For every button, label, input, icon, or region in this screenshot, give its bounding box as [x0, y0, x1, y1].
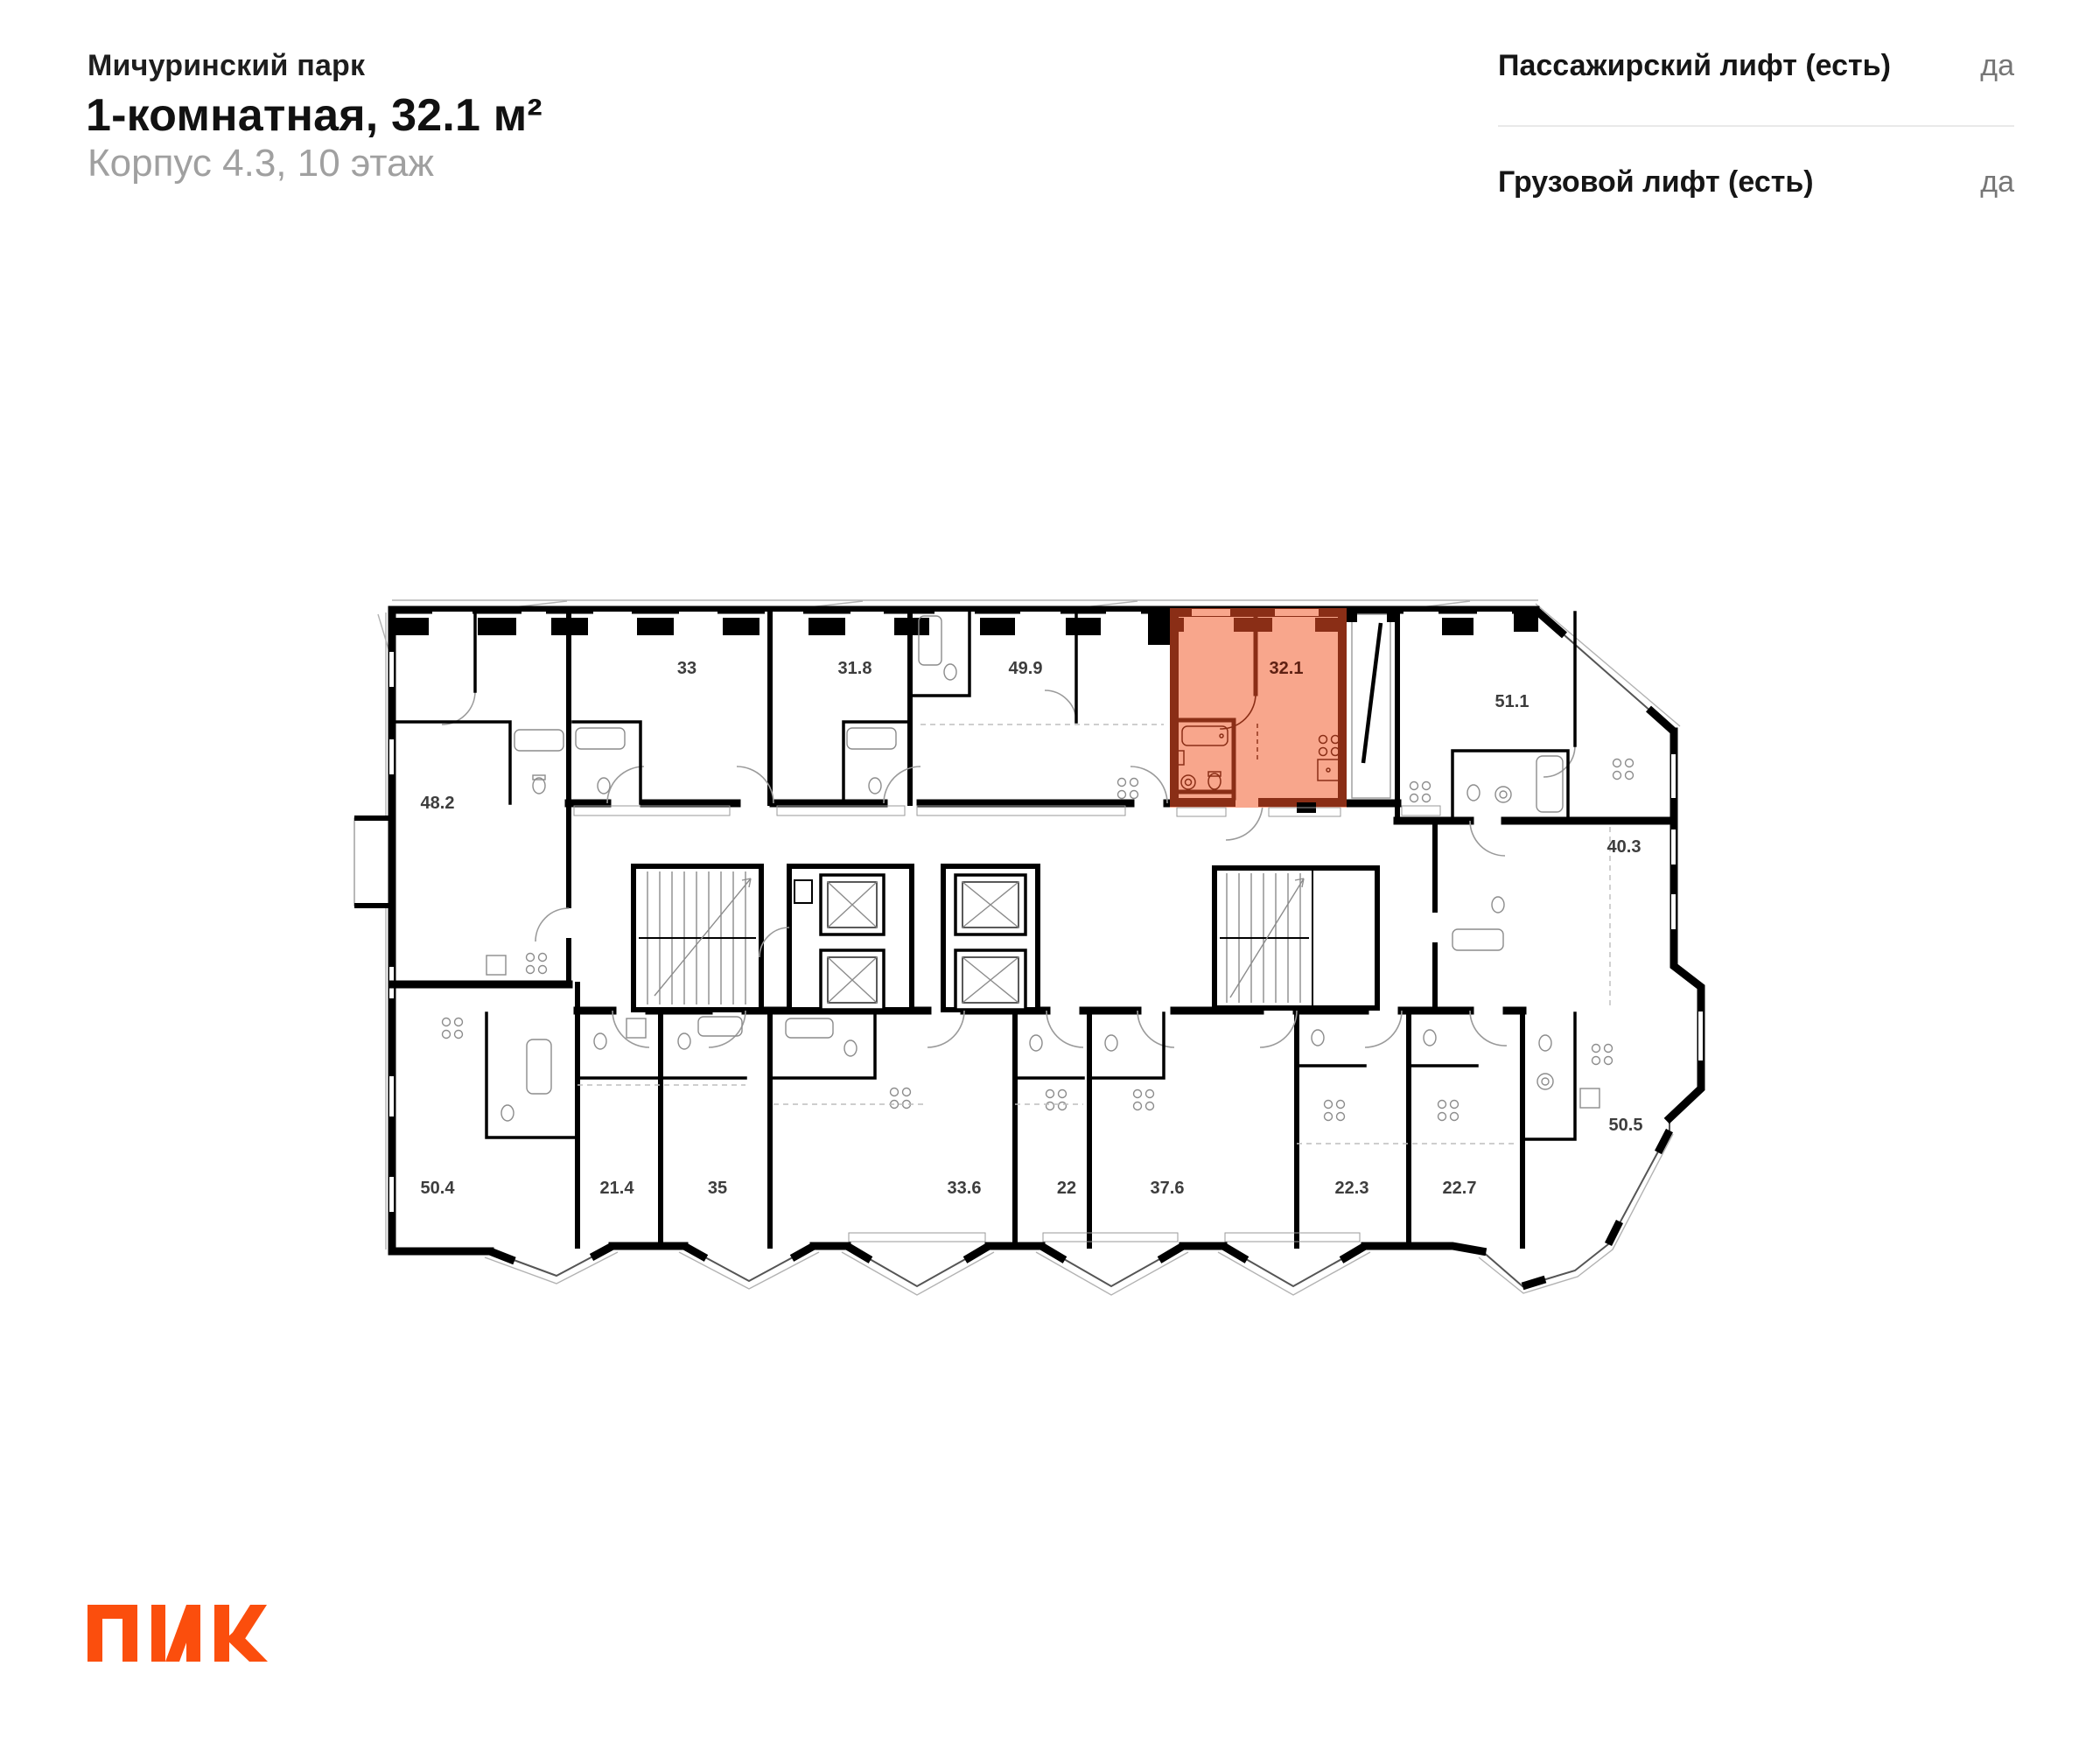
- passenger-lift-label: Пассажирский лифт (есть): [1498, 49, 1891, 82]
- unit-area-label: 51.1: [1494, 692, 1530, 711]
- unit-area-label: 31.8: [837, 659, 872, 678]
- unit-area-label: 33.6: [947, 1179, 982, 1198]
- floor-plan: [350, 573, 1732, 1308]
- stove-40_3: [1614, 760, 1634, 780]
- unit-area-label: 50.4: [420, 1179, 455, 1198]
- unit-area-label: 33: [676, 659, 697, 678]
- cargo-lift-value: да: [1980, 165, 2014, 199]
- stove-33_6: [891, 1088, 911, 1109]
- passenger-lift-value: да: [1980, 49, 2014, 82]
- unit-area-label: 22.3: [1334, 1179, 1369, 1198]
- elevator-bank-left: [789, 866, 912, 1010]
- unit-area-label: 21.4: [599, 1179, 634, 1198]
- lift-info-panel: [1498, 49, 2014, 200]
- stove-22_7: [1438, 1101, 1459, 1121]
- highlighted-unit[interactable]: [1170, 608, 1347, 816]
- unit-area-label: 37.6: [1150, 1179, 1185, 1198]
- page-subtitle: Корпус 4.3, 10 этаж: [88, 142, 434, 185]
- highlighted-unit-fill: [1170, 608, 1347, 808]
- void-strip: [1347, 610, 1397, 798]
- pik-logo-letters: [88, 1605, 268, 1662]
- pik-logo: [88, 1605, 268, 1662]
- elevator-bank-right: [943, 866, 1038, 1010]
- cargo-lift-row: [1498, 127, 2014, 200]
- unit-area-label: 40.3: [1606, 837, 1642, 857]
- stove-48_2: [527, 954, 547, 974]
- highlighted-unit-area-label: 32.1: [1269, 659, 1304, 678]
- passenger-lift-row: [1498, 49, 2014, 127]
- stairwell-right: [1214, 868, 1377, 1008]
- stove-22: [1046, 1090, 1067, 1110]
- stove-22_3: [1325, 1101, 1345, 1121]
- unit-area-label: 50.5: [1608, 1116, 1643, 1135]
- cargo-lift-label: Грузовой лифт (есть): [1498, 165, 1814, 199]
- unit-area-label: 22.7: [1442, 1179, 1477, 1198]
- page-title: 1-комнатная, 32.1 м²: [86, 90, 542, 141]
- stairwell-left: [634, 866, 761, 1010]
- stove-51_1: [1410, 782, 1431, 802]
- stove-50_5: [1592, 1045, 1613, 1065]
- unit-area-label: 48.2: [420, 794, 455, 813]
- unit-area-label: 49.9: [1008, 659, 1043, 678]
- unit-area-label: 35: [707, 1179, 728, 1198]
- unit-area-label: 22: [1056, 1179, 1077, 1198]
- project-name: Мичуринский парк: [88, 49, 366, 82]
- stove-49_9: [1118, 779, 1138, 799]
- stove-50_4: [443, 1018, 463, 1039]
- stove-37_6: [1134, 1090, 1154, 1110]
